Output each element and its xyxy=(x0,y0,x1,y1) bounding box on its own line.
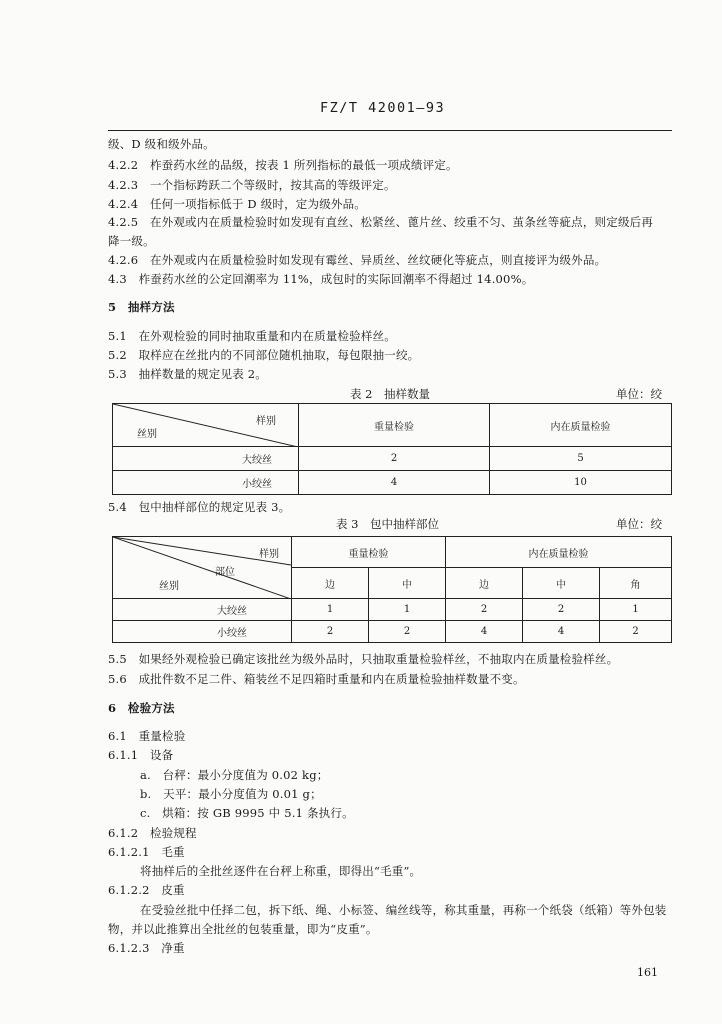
clause-6-1-2-1: 6.1.2.1 毛重 xyxy=(108,845,185,859)
column-header: 内在质量检验 xyxy=(490,404,672,447)
clause-6-1-1: 6.1.1 设备 xyxy=(108,748,174,762)
clause-5-6: 5.6 成批件数不足二件、箱装丝不足四箱时重量和内在质量检验抽样数量不变。 xyxy=(108,672,525,686)
row-label: 小绞丝 xyxy=(113,471,299,495)
clause-4-2-4: 4.2.4 任何一项指标低于 D 级时，定为级外品。 xyxy=(108,197,366,211)
section-6-heading: 6 检验方法 xyxy=(108,701,175,715)
text-line: 物，并以此推算出全批丝的包装重量，即为“皮重”。 xyxy=(108,922,378,936)
table-cell: 10 xyxy=(490,471,672,495)
table-cell: 1 xyxy=(369,599,446,621)
corner-bottom-label: 丝别 xyxy=(159,581,179,592)
table3-caption: 表 3 包中抽样部位 xyxy=(336,517,439,531)
clause-4-2-6: 4.2.6 在外观或内在质量检验时如发现有霉丝、异质丝、丝纹硬化等疵点，则直接评为级外品。 xyxy=(108,253,607,267)
clause-5-2: 5.2 取样应在丝批内的不同部位随机抽取，每包限抽一绞。 xyxy=(108,348,420,362)
group-header: 重量检验 xyxy=(292,537,446,568)
row-label: 大绞丝 xyxy=(113,447,299,471)
document-header: FZ/T 42001—93 xyxy=(320,100,446,116)
clause-5-3: 5.3 抽样数量的规定见表 2。 xyxy=(108,367,267,381)
text-line: 级、D 级和级外品。 xyxy=(108,137,215,151)
corner-mid-label: 部位 xyxy=(215,567,235,578)
clause-6-1-2: 6.1.2 检验规程 xyxy=(108,826,197,840)
table-cell: 1 xyxy=(292,599,369,621)
table3-corner-cell xyxy=(113,537,292,599)
table-cell: 2 xyxy=(369,621,446,643)
clause-5-1: 5.1 在外观检验的同时抽取重量和内在质量检验样丝。 xyxy=(108,329,396,343)
sub-header: 中 xyxy=(369,568,446,599)
table-cell: 1 xyxy=(600,599,672,621)
row-label: 小绞丝 xyxy=(113,621,292,643)
header-rule xyxy=(108,130,672,131)
text-line: 在受验丝批中任择二包，拆下纸、绳、小标签、编丝线等，称其重量，再称一个纸袋（纸箱）等外包装 xyxy=(140,903,667,917)
sub-header: 边 xyxy=(292,568,369,599)
corner-bottom-label: 丝别 xyxy=(137,429,157,440)
table-cell: 2 xyxy=(446,599,523,621)
group-header: 内在质量检验 xyxy=(446,537,672,568)
column-header: 重量检验 xyxy=(299,404,490,447)
table-cell: 5 xyxy=(490,447,672,471)
item-b: b. 天平：最小分度值为 0.01 g； xyxy=(140,787,322,801)
item-c: c. 烘箱：按 GB 9995 中 5.1 条执行。 xyxy=(140,806,354,820)
clause-5-4: 5.4 包中抽样部位的规定见表 3。 xyxy=(108,500,291,514)
clause-6-1: 6.1 重量检验 xyxy=(108,729,186,743)
table3-unit: 单位：绞 xyxy=(616,517,662,531)
table2-unit: 单位：绞 xyxy=(616,387,662,401)
table-cell: 2 xyxy=(292,621,369,643)
text-line: 降一级。 xyxy=(108,234,155,248)
sub-header: 中 xyxy=(523,568,600,599)
section-5-heading: 5 抽样方法 xyxy=(108,300,175,314)
clause-5-5: 5.5 如果经外观检验已确定该批丝为级外品时，只抽取重量检验样丝，不抽取内在质量检验样丝。 xyxy=(108,652,619,666)
table-cell: 2 xyxy=(523,599,600,621)
table-cell: 2 xyxy=(600,621,672,643)
corner-top-label: 样别 xyxy=(259,549,279,560)
text-line: 将抽样后的全批丝逐件在台秤上称重，即得出“毛重”。 xyxy=(140,864,422,878)
table-cell: 4 xyxy=(299,471,490,495)
clause-4-2-2: 4.2.2 柞蚕药水丝的品级，按表 1 所列指标的最低一项成绩评定。 xyxy=(108,158,458,172)
clause-4-2-3: 4.2.3 一个指标跨跃二个等级时，按其高的等级评定。 xyxy=(108,178,396,192)
row-label: 大绞丝 xyxy=(113,599,292,621)
clause-6-1-2-2: 6.1.2.2 皮重 xyxy=(108,883,185,897)
table2-corner-cell xyxy=(113,404,299,447)
sub-header: 边 xyxy=(446,568,523,599)
corner-top-label: 样别 xyxy=(256,416,276,427)
table-cell: 4 xyxy=(523,621,600,643)
table-cell: 4 xyxy=(446,621,523,643)
clause-4-3: 4.3 柞蚕药水丝的公定回潮率为 11%，成包时的实际回潮率不得超过 14.00%。 xyxy=(108,272,534,286)
clause-6-1-2-3: 6.1.2.3 净重 xyxy=(108,941,185,955)
table-cell: 2 xyxy=(299,447,490,471)
clause-4-2-5: 4.2.5 在外观或内在质量检验时如发现有直丝、松紧丝、蓖片丝、绞重不匀、茧条丝等疵点，则定级后再 xyxy=(108,215,654,229)
table3 xyxy=(112,536,672,643)
item-a: a. 台秤：最小分度值为 0.02 kg； xyxy=(140,768,329,782)
table2 xyxy=(112,403,672,495)
table2-caption: 表 2 抽样数量 xyxy=(350,387,430,401)
page-number: 161 xyxy=(637,966,658,979)
sub-header: 角 xyxy=(600,568,672,599)
